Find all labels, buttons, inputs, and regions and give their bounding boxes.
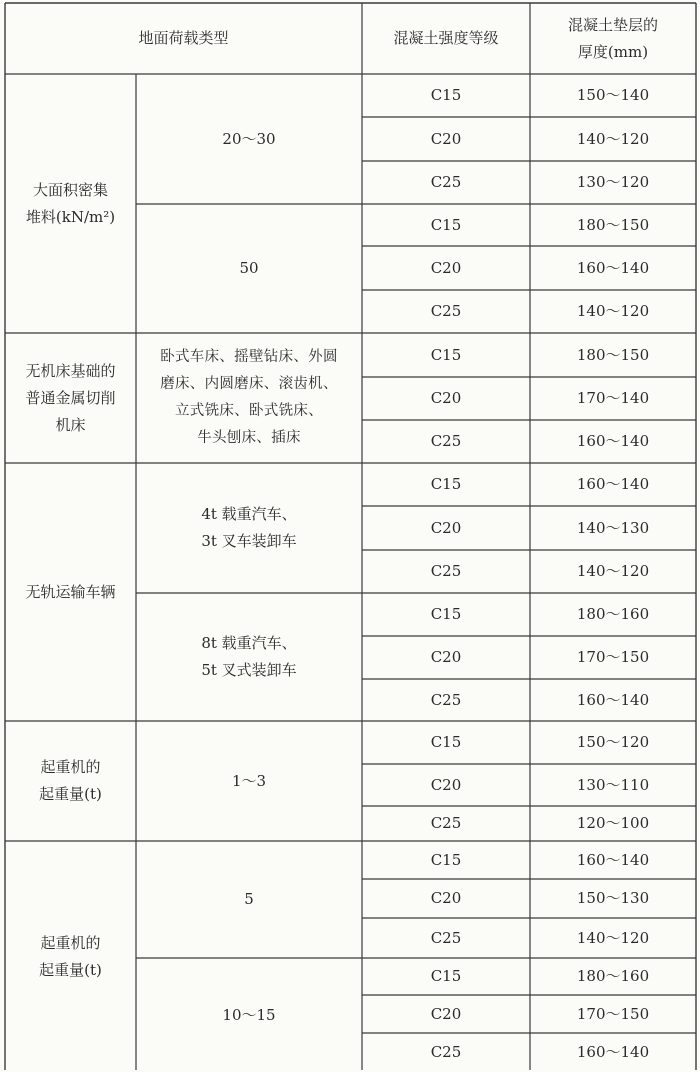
subtype-cell-line: 4t 载重汽车、 (201, 505, 297, 523)
category-cell-line: 起重机的 (40, 933, 101, 952)
grade-cell: C25 (430, 1043, 462, 1061)
thickness-cell: 130～110 (576, 775, 650, 794)
thickness-cell: 160～140 (576, 258, 650, 277)
thickness-cell: 170～140 (576, 389, 650, 407)
category-cell-line: 大面积密集 (32, 180, 108, 199)
grade-cell: C20 (430, 1004, 462, 1023)
grade-cell: C25 (430, 173, 462, 191)
grade-cell: C15 (430, 733, 462, 751)
subtype-cell-line: 牛头刨床、插床 (197, 430, 301, 446)
subtype-cell-line: 5 (244, 890, 254, 908)
subtype-cell-line: 20～30 (222, 129, 276, 148)
thickness-cell: 160～140 (576, 690, 650, 709)
grade-cell: C20 (430, 775, 462, 794)
thickness-cell: 120～100 (576, 814, 650, 832)
header-load-type: 地面荷载类型 (138, 29, 229, 47)
grade-cell: C15 (430, 850, 462, 869)
subtype-cell-line: 50 (239, 259, 259, 277)
grade-cell: C20 (430, 129, 462, 148)
thickness-cell: 140～120 (576, 928, 650, 947)
header-thickness-line: 厚度(mm) (577, 42, 649, 61)
header-thickness-line: 混凝土垫层的 (567, 15, 658, 34)
category-cell-line: 堆料(kN/m²) (25, 207, 116, 226)
category-cell-line: 无轨运输车辆 (25, 582, 116, 601)
grade-cell: C25 (430, 690, 462, 709)
subtype-cell-line: 10～15 (222, 1005, 276, 1024)
grade-cell: C15 (430, 215, 462, 234)
thickness-cell: 140～120 (576, 129, 650, 148)
thickness-cell: 180～160 (576, 967, 650, 985)
thickness-cell: 150～130 (576, 889, 650, 907)
subtype-cell-line: 1～3 (231, 771, 267, 790)
grade-cell: C15 (430, 475, 462, 493)
grade-cell: C20 (430, 389, 462, 407)
grade-cell: C25 (430, 928, 462, 947)
category-cell-line: 起重机的 (40, 758, 101, 776)
thickness-cell: 160～140 (576, 475, 650, 493)
thickness-cell: 140～120 (576, 302, 650, 320)
thickness-cell: 160～140 (576, 432, 650, 450)
category-cell-line: 普通金属切削 (25, 388, 116, 407)
thickness-cell: 170～150 (576, 648, 650, 666)
thickness-cell: 150～140 (576, 86, 650, 104)
thickness-cell: 150～120 (576, 733, 650, 751)
thickness-cell: 140～130 (576, 518, 650, 537)
grade-cell: C25 (430, 432, 462, 450)
thickness-cell: 160～140 (576, 850, 650, 869)
category-cell-line: 无机床基础的 (25, 361, 116, 380)
grade-cell: C25 (430, 302, 462, 320)
thickness-cell: 180～150 (576, 215, 650, 234)
grade-cell: C15 (430, 86, 462, 104)
header-grade: 混凝土强度等级 (393, 29, 499, 47)
subtype-cell-line: 卧式车床、摇壁钻床、外圆 (160, 349, 338, 365)
grade-cell: C20 (430, 648, 462, 666)
thickness-cell: 140～120 (576, 562, 650, 580)
grade-cell: C25 (430, 814, 462, 832)
category-cell-line: 机床 (55, 415, 86, 434)
grade-cell: C20 (430, 258, 462, 277)
subtype-cell-line: 8t 载重汽车、 (201, 634, 297, 652)
thickness-cell: 160～140 (576, 1043, 650, 1061)
thickness-cell: 180～160 (576, 605, 650, 623)
grade-cell: C25 (430, 562, 462, 580)
grade-cell: C20 (430, 518, 462, 537)
grade-cell: C20 (430, 889, 462, 907)
grade-cell: C15 (430, 967, 462, 985)
thickness-cell: 130～120 (576, 173, 650, 191)
grade-cell: C15 (430, 605, 462, 623)
subtype-cell-line: 3t 叉车装卸车 (201, 532, 297, 550)
thickness-cell: 170～150 (576, 1004, 650, 1023)
subtype-cell-line: 磨床、内圆磨床、滚齿机、 (160, 376, 338, 392)
grade-cell: C15 (430, 345, 462, 364)
subtype-cell-line: 立式铣床、卧式铣床、 (175, 403, 323, 419)
thickness-cell: 180～150 (576, 345, 650, 364)
category-cell-line: 起重量(t) (39, 785, 102, 803)
subtype-cell-line: 5t 叉式装卸车 (201, 661, 297, 679)
category-cell-line: 起重量(t) (39, 960, 102, 979)
